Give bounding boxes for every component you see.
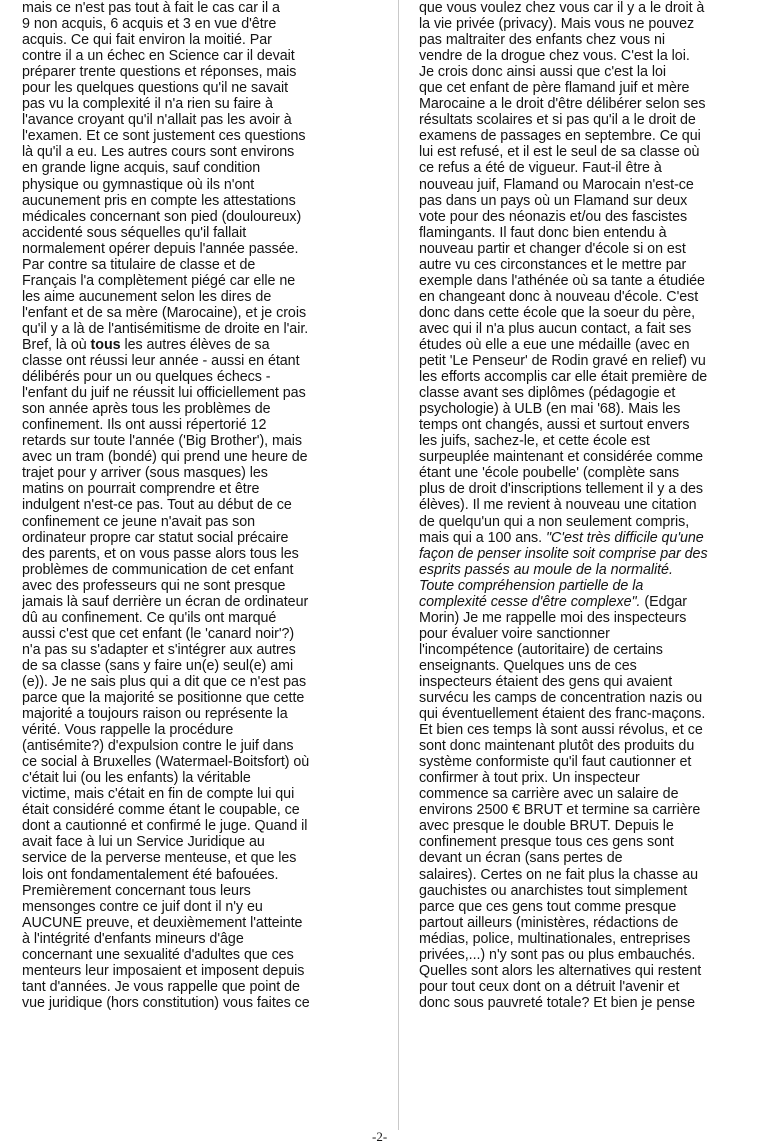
text-line [22, 979, 384, 995]
text-line [419, 850, 759, 866]
text-line [22, 481, 384, 497]
text-line [419, 112, 759, 128]
text-line [419, 770, 759, 786]
text-line [419, 385, 759, 401]
line-text: les juifs, sachez-le, et cette école est [419, 433, 650, 450]
line-text: lui est refusé, et il est le seul de sa classe où [419, 144, 700, 161]
text-line [419, 193, 759, 209]
text-line [22, 321, 384, 337]
text-line [419, 995, 759, 1011]
text-line [22, 754, 384, 770]
text-line [419, 32, 759, 48]
line-text: là qu'il a eu. Les autres cours sont environs [22, 144, 295, 161]
text-line [419, 963, 759, 979]
text-line [419, 626, 759, 642]
text-line [22, 642, 384, 658]
line-text: matins on pourrait comprendre et être [22, 481, 260, 498]
line-text: flamingants. Il faut donc bien entendu à [419, 224, 667, 241]
line-text: jamais là sauf derrière un écran de ordinateur [22, 593, 309, 610]
text-line [22, 867, 384, 883]
line-text: environs 2500 € BRUT et termine sa carrière [419, 802, 701, 819]
line-text: de sa classe (sans y faire un(e) seul(e) ami [22, 657, 294, 674]
line-text: de quelqu'un qui a non seulement compris, [419, 513, 690, 530]
text-line [22, 658, 384, 674]
line-text: pour les quelques questions qu'il ne savait [22, 80, 289, 97]
text-line [419, 160, 759, 176]
line-text: ordinateur propre car statut social précaire [22, 529, 289, 546]
line-text: normalement opérer depuis l'année passée. [22, 240, 299, 257]
text-line [419, 48, 759, 64]
line-text: Bref, là où [22, 336, 91, 353]
line-text: pour évaluer voire sanctionner [419, 625, 610, 642]
text-line [22, 209, 384, 225]
line-text: salaires). Certes on ne fait plus la chasse au [419, 866, 699, 883]
line-text: aussi c'est que cet enfant (le 'canard noir'?) [22, 625, 295, 642]
line-text: acquis. Ce qui fait environ la moitié. Par [22, 32, 272, 49]
text-line [419, 883, 759, 899]
text-line [419, 530, 759, 546]
text-line [419, 722, 759, 738]
text-line [22, 834, 384, 850]
line-text: que cet enfant de père flamand juif et mère [419, 80, 690, 97]
line-text: résultats scolaires et si pas qu'il a le droit de [419, 112, 696, 129]
line-text: Morin) Je me rappelle moi des inspecteurs [419, 609, 687, 626]
text-line [419, 209, 759, 225]
line-text: Par contre sa titulaire de classe et de [22, 256, 256, 273]
line-text: avec des professeurs qui ne sont presque [22, 577, 286, 594]
text-line [22, 273, 384, 289]
line-text: classe ont réussi leur année - aussi en étant [22, 353, 300, 370]
line-text: lois ont fondamentalement été bafouées. [22, 866, 279, 883]
line-text: donc sous pauvreté totale? Et bien je pense [419, 994, 696, 1011]
line-text: (Edgar [640, 593, 687, 610]
line-text: ce refus a été de vigueur. Faut-il être à [419, 160, 662, 177]
text-line [419, 465, 759, 481]
line-text: Et bien ces temps là sont aussi révolus, et ce [419, 722, 703, 739]
line-text: dû au confinement. Ce qu'ils ont marqué [22, 609, 277, 626]
text-line [22, 112, 384, 128]
text-line [419, 64, 759, 80]
line-text: inspecteurs étaient des gens qui avaient [419, 673, 673, 690]
text-line [22, 177, 384, 193]
text-line [419, 594, 759, 610]
text-line [419, 80, 759, 96]
text-line [419, 899, 759, 915]
line-text: vérité. Vous rappelle la procédure [22, 722, 234, 739]
line-text: à l'intégrité d'enfants mineurs d'âge [22, 930, 244, 947]
text-line [419, 225, 759, 241]
text-line [22, 241, 384, 257]
line-text: psychologie) à ULB (en mai '68). Mais les [419, 401, 681, 418]
text-line [22, 995, 384, 1011]
text-line [22, 514, 384, 530]
text-line [419, 497, 759, 513]
text-line [419, 481, 759, 497]
line-text: des parents, et on vous passe alors tous les [22, 545, 299, 562]
text-line [22, 546, 384, 562]
text-line [419, 690, 759, 706]
line-text: Quelles sont alors les alternatives qui restent [419, 962, 702, 979]
line-text: était considéré comme étant le coupable, ce [22, 802, 300, 819]
line-text: majorité a toujours raison ou représente la [22, 706, 288, 723]
line-text: Premièrement concernant tous leurs [22, 882, 251, 899]
line-text: délibérés pour un ou quelques échecs - [22, 369, 271, 386]
line-text: confinement presque tous ces gens sont [419, 834, 674, 851]
line-text: confinement. Ils ont aussi répertorié 12 [22, 417, 267, 434]
line-text: n'a pas su s'adapter et s'intégrer aux autres [22, 641, 296, 658]
text-line [419, 257, 759, 273]
text-line [22, 497, 384, 513]
text-line [419, 915, 759, 931]
line-text: les aime aucunement selon les dires de [22, 288, 272, 305]
line-text: avec presque le double BRUT. Depuis le [419, 818, 674, 835]
text-line [419, 947, 759, 963]
text-line [22, 289, 384, 305]
line-text: son année après tous les problèmes de [22, 401, 271, 418]
line-text: autre vu ces circonstances et le mettre par [419, 256, 687, 273]
line-text: c'était lui (ou les enfants) la véritable [22, 770, 251, 787]
text-line [419, 401, 759, 417]
text-line [22, 786, 384, 802]
line-text: Français l'a complètement piégé car elle ne [22, 272, 296, 289]
line-text: donc dans cette école que la soeur du père, [419, 304, 696, 321]
line-text: vue juridique (hors constitution) vous faites ce [22, 994, 310, 1011]
text-line [419, 546, 759, 562]
line-text: que vous voulez chez vous car il y a le droit à [419, 0, 705, 16]
line-text: mensonges contre ce juif dont il n'y eu [22, 898, 263, 915]
text-line [22, 96, 384, 112]
line-text: accidenté sous séquelles qu'il fallait [22, 224, 247, 241]
line-text: petit 'Le Penseur' de Rodin gravé en relief) vu [419, 353, 706, 370]
page-number: -2- [372, 1129, 388, 1144]
line-text: (e)). Je ne sais plus qui a dit que ce n'est pas [22, 673, 307, 690]
text-line [22, 32, 384, 48]
line-text: gauchistes ou anarchistes tout simplement [419, 882, 688, 899]
text-line [22, 385, 384, 401]
text-line [22, 80, 384, 96]
italic-quote-text: Toute compréhension partielle de la [419, 577, 644, 594]
line-text: plus de droit d'inscriptions tellement il y a des [419, 481, 703, 498]
italic-quote-text: "C'est très difficile qu'une [545, 529, 704, 546]
text-line [22, 530, 384, 546]
line-text: en changeant donc à nouveau d'école. C'est [419, 288, 699, 305]
line-text: système conformiste qu'il faut cautionner et [419, 754, 692, 771]
text-line [419, 241, 759, 257]
line-text: les efforts accomplis car elle était première de [419, 369, 708, 386]
line-text: trajet pour y arriver (sous masques) les [22, 465, 268, 482]
line-text: mais qui a 100 ans. [419, 529, 546, 546]
line-text: retards sur toute l'année ('Big Brother'), mais [22, 433, 302, 450]
line-text: problèmes de communication de cet enfant [22, 561, 294, 578]
text-line [22, 883, 384, 899]
text-line [22, 578, 384, 594]
text-line [419, 449, 759, 465]
text-line [22, 433, 384, 449]
text-line [22, 963, 384, 979]
text-line [22, 465, 384, 481]
line-text: classe avant ses diplômes (pédagogie et [419, 385, 676, 402]
text-line [22, 257, 384, 273]
text-line [22, 915, 384, 931]
line-text: médicales concernant son pied (douloureux) [22, 208, 302, 225]
line-text: l'enfant et de sa mère (Marocaine), et je crois [22, 304, 307, 321]
line-text: contre il a un échec en Science car il devait [22, 48, 295, 65]
text-line [419, 128, 759, 144]
text-line [419, 433, 759, 449]
text-line [419, 0, 759, 16]
text-line [419, 369, 759, 385]
text-line [22, 674, 384, 690]
line-text: les autres élèves de sa [120, 336, 270, 353]
text-line [22, 738, 384, 754]
text-line [22, 802, 384, 818]
text-line [419, 802, 759, 818]
text-line [419, 417, 759, 433]
bold-text: tous [90, 336, 121, 353]
italic-quote-text: esprits passés au moule de la normalité. [419, 561, 673, 578]
text-line [22, 818, 384, 834]
text-line [419, 642, 759, 658]
text-line [22, 305, 384, 321]
line-text: médias, police, multinationales, entreprises [419, 930, 691, 947]
line-text: service de la perverse menteuse, et que les [22, 850, 297, 867]
line-text: parce que ces gens tout comme presque [419, 898, 677, 915]
text-line [22, 417, 384, 433]
line-text: partout ailleurs (ministères, rédactions de [419, 914, 679, 931]
line-text: mais ce n'est pas tout à fait le cas car il a [22, 0, 280, 16]
text-line [419, 931, 759, 947]
line-text: menteurs leur imposaient et imposent depuis [22, 962, 305, 979]
text-line [419, 289, 759, 305]
text-line [22, 562, 384, 578]
text-line [22, 899, 384, 915]
line-text: l'avance croyant qu'il n'allait pas les avoir à [22, 112, 292, 129]
text-line [419, 867, 759, 883]
line-text: privées,...) n'y sont pas ou plus embauchés. [419, 946, 696, 963]
line-text: temps ont changés, aussi et surtout envers [419, 417, 690, 434]
line-text: confinement ce jeune n'avait pas son [22, 513, 256, 530]
text-line [22, 353, 384, 369]
line-text: études où elle a eue une médaille (avec en [419, 336, 690, 353]
text-line [22, 706, 384, 722]
text-line [22, 947, 384, 963]
text-line [419, 610, 759, 626]
left-text-column [22, 0, 384, 1011]
line-text: enseignants. Quelques uns de ces [419, 657, 637, 674]
text-line [419, 305, 759, 321]
line-text: 9 non acquis, 6 acquis et 3 en vue d'être [22, 16, 277, 33]
text-line [22, 401, 384, 417]
line-text: tant d'années. Je vous rappelle que point de [22, 978, 300, 995]
text-line [419, 96, 759, 112]
text-line [22, 626, 384, 642]
text-line [22, 449, 384, 465]
text-line [22, 48, 384, 64]
text-line [22, 16, 384, 32]
line-text: nouveau juif, Flamand ou Marocain n'est-ce [419, 176, 694, 193]
text-line [419, 321, 759, 337]
text-line [22, 594, 384, 610]
text-line [419, 818, 759, 834]
line-text: étant une 'école poubelle' (complète sans [419, 465, 680, 482]
text-line [22, 931, 384, 947]
italic-quote-text: façon de penser insolite soit comprise par des [419, 545, 708, 562]
italic-quote-text: complexité cesse d'être complexe". [419, 593, 641, 610]
text-line [22, 850, 384, 866]
line-text: examens de passages en septembre. Ce qui [419, 128, 701, 145]
text-line [419, 177, 759, 193]
line-text: pas maltraiter des enfants chez vous ni [419, 32, 665, 49]
text-line [22, 369, 384, 385]
line-text: devant un écran (sans pertes de [419, 850, 623, 867]
line-text: qui éventuellement étaient des franc-maçons. [419, 706, 706, 723]
text-line [22, 128, 384, 144]
line-text: confirmer à tout prix. Un inspecteur [419, 770, 640, 787]
line-text: aucunement pris en compte les attestations [22, 192, 296, 209]
right-text-column [419, 0, 759, 1011]
line-text: AUCUNE preuve, et deuxièmement l'atteinte [22, 914, 303, 931]
text-line [419, 706, 759, 722]
line-text: avec un tram (bondé) qui prend une heure de [22, 449, 308, 466]
line-text: qu'il y a là de l'antisémitisme de droite en l'air. [22, 320, 309, 337]
line-text: surpeuplée maintenant et considérée comme [419, 449, 704, 466]
text-line [419, 979, 759, 995]
line-text: ce social à Bruxelles (Watermael-Boitsfort) où [22, 754, 310, 771]
line-text: survécu les camps de concentration nazis ou [419, 690, 703, 707]
line-text: pour tout ceux dont on a détruit l'avenir et [419, 978, 680, 995]
text-line [419, 754, 759, 770]
line-text: pas dans un pays où un Flamand sur deux [419, 192, 688, 209]
line-text: indulgent n'est-ce pas. Tout au début de ce [22, 497, 292, 514]
text-line [22, 144, 384, 160]
line-text: exemple dans l'athénée où sa tante a étudiée [419, 272, 705, 289]
line-text: avec qui il n'a plus aucun contact, a fait ses [419, 320, 692, 337]
text-line [419, 144, 759, 160]
text-line [419, 738, 759, 754]
text-line [22, 0, 384, 16]
text-line [419, 578, 759, 594]
line-text: pas vu la complexité il n'a rien su faire à [22, 96, 273, 113]
text-line [419, 658, 759, 674]
line-text: dont a cautionné et confirmé le juge. Quand il [22, 818, 308, 835]
line-text: en grande ligne acquis, sauf condition [22, 160, 261, 177]
line-text: (antisémite?) d'expulsion contre le juif dans [22, 738, 294, 755]
text-line [22, 770, 384, 786]
line-text: vendre de la drogue chez vous. C'est la loi. [419, 48, 690, 65]
line-text: élèves). Il me revient à nouveau une citation [419, 497, 697, 514]
text-line [419, 16, 759, 32]
line-text: avait face à lui un Service Juridique au [22, 834, 265, 851]
text-line [22, 193, 384, 209]
line-text: concernant une sexualité d'adultes que ces [22, 946, 294, 963]
text-line [22, 722, 384, 738]
line-text: la vie privée (privacy). Mais vous ne pouvez [419, 16, 695, 33]
text-line [419, 562, 759, 578]
line-text: préparer trente questions et réponses, mais [22, 64, 297, 81]
text-line [419, 674, 759, 690]
text-line [419, 337, 759, 353]
text-line [419, 273, 759, 289]
text-line [419, 514, 759, 530]
line-text: vote pour des néonazis et/ou des fascistes [419, 208, 688, 225]
text-line [22, 225, 384, 241]
text-line [22, 610, 384, 626]
text-line [22, 690, 384, 706]
column-divider [398, 0, 399, 1130]
line-text: parce que la majorité se positionne que cette [22, 690, 305, 707]
text-line [419, 786, 759, 802]
line-text: l'incompétence (autoritaire) de certains [419, 641, 663, 658]
line-text: l'examen. Et ce sont justement ces questions [22, 128, 306, 145]
line-text: Je crois donc ainsi aussi que c'est la loi [419, 64, 666, 81]
line-text: victime, mais c'était en fin de compte lui qui [22, 786, 295, 803]
text-line [22, 337, 384, 353]
line-text: commence sa carrière avec un salaire de [419, 786, 679, 803]
line-text: physique ou gymnastique où ils n'ont [22, 176, 255, 193]
line-text: nouveau partir et changer d'école si on est [419, 240, 686, 257]
line-text: l'enfant du juif ne réussit lui officiellement pas [22, 385, 306, 402]
line-text: sont donc maintenant plutôt des produits du [419, 738, 695, 755]
text-line [22, 64, 384, 80]
text-line [22, 160, 384, 176]
line-text: Marocaine a le droit d'être délibérer selon ses [419, 96, 706, 113]
text-line [419, 353, 759, 369]
text-line [419, 834, 759, 850]
